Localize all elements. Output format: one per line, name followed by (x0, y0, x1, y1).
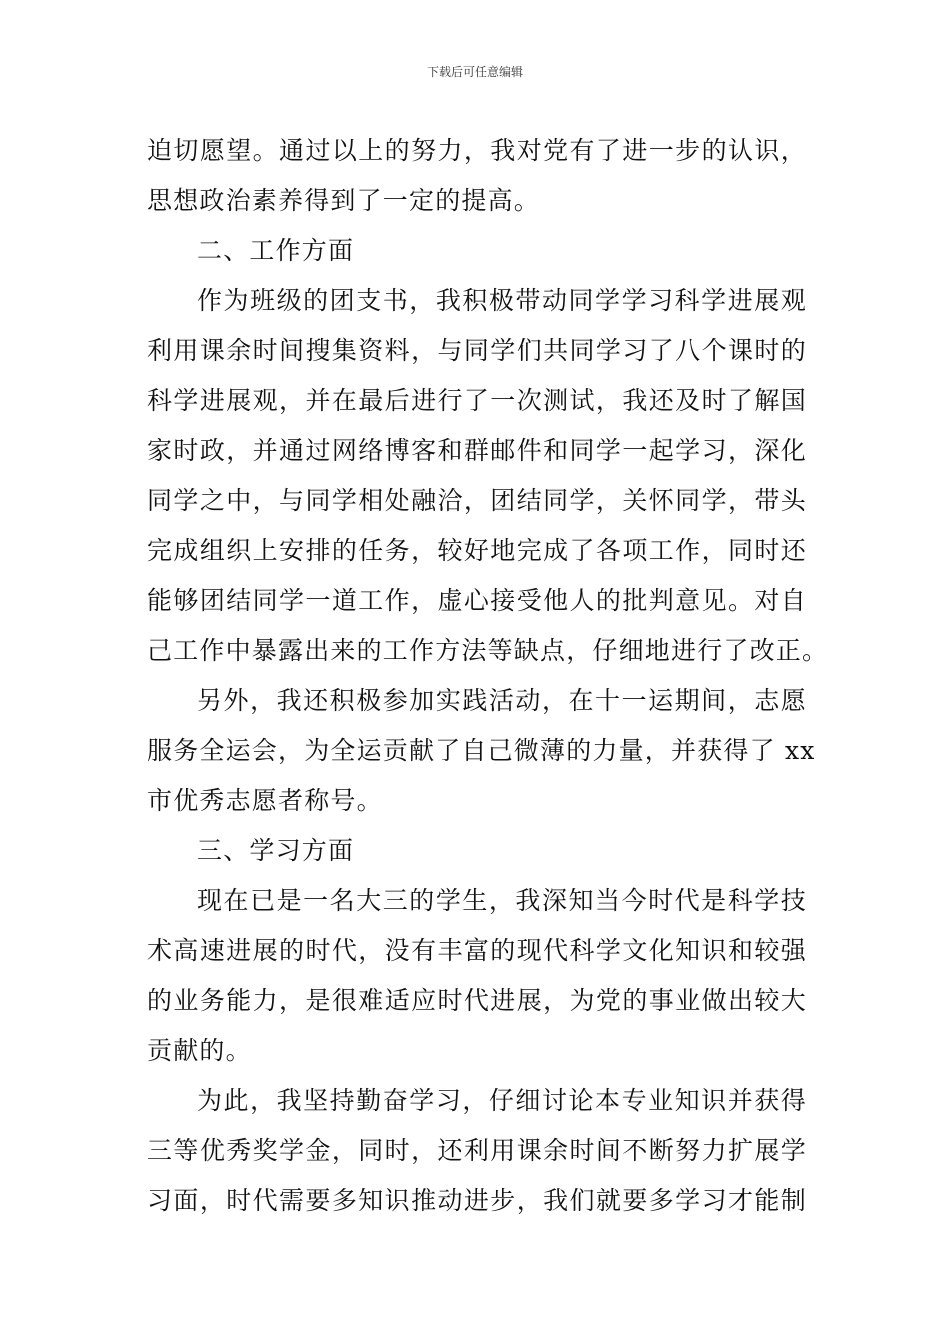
text-line: 迫切愿望。通过以上的努力，我对党有了进一步的认识， (147, 136, 807, 165)
text-line: 服务全运会，为全运贡献了自己微薄的力量，并获得了 xx (147, 736, 816, 765)
text-line: 完成组织上安排的任务，较好地完成了各项工作，同时还 (147, 536, 807, 565)
text-line: 贡献的。 (147, 1036, 252, 1065)
text-line: 三等优秀奖学金，同时，还利用课余时间不断努力扩展学 (147, 1136, 807, 1165)
text-line: 另外，我还积极参加实践活动，在十一运期间，志愿 (197, 686, 807, 715)
section-heading: 三、学习方面 (197, 836, 355, 865)
text-line: 市优秀志愿者称号。 (147, 786, 383, 815)
page-header: 下载后可任意编辑 (426, 65, 523, 79)
text-line: 的业务能力，是很难适应时代进展，为党的事业做出较大 (147, 986, 807, 1015)
text-line: 作为班级的团支书，我积极带动同学学习科学进展观 (197, 286, 807, 315)
text-line: 思想政治素养得到了一定的提高。 (147, 186, 541, 215)
text-line: 家时政，并通过网络博客和群邮件和同学一起学习，深化 (147, 436, 807, 465)
text-line: 为此，我坚持勤奋学习，仔细讨论本专业知识并获得 (197, 1086, 807, 1115)
text-line: 术高速进展的时代，没有丰富的现代科学文化知识和较强 (147, 936, 807, 965)
text-line: 同学之中，与同学相处融洽，团结同学，关怀同学，带头 (147, 486, 807, 515)
text-line: 能够团结同学一道工作，虚心接受他人的批判意见。对自 (147, 586, 807, 615)
section-heading: 二、工作方面 (197, 236, 355, 265)
text-line: 现在已是一名大三的学生，我深知当今时代是科学技 (197, 886, 807, 915)
text-line: 己工作中暴露出来的工作方法等缺点，仔细地进行了改正。 (147, 636, 829, 665)
text-line: 科学进展观，并在最后进行了一次测试，我还及时了解国 (147, 386, 807, 415)
text-line: 利用课余时间搜集资料，与同学们共同学习了八个课时的 (147, 336, 807, 365)
text-line: 习面，时代需要多知识推动进步，我们就要多学习才能制 (147, 1186, 807, 1215)
